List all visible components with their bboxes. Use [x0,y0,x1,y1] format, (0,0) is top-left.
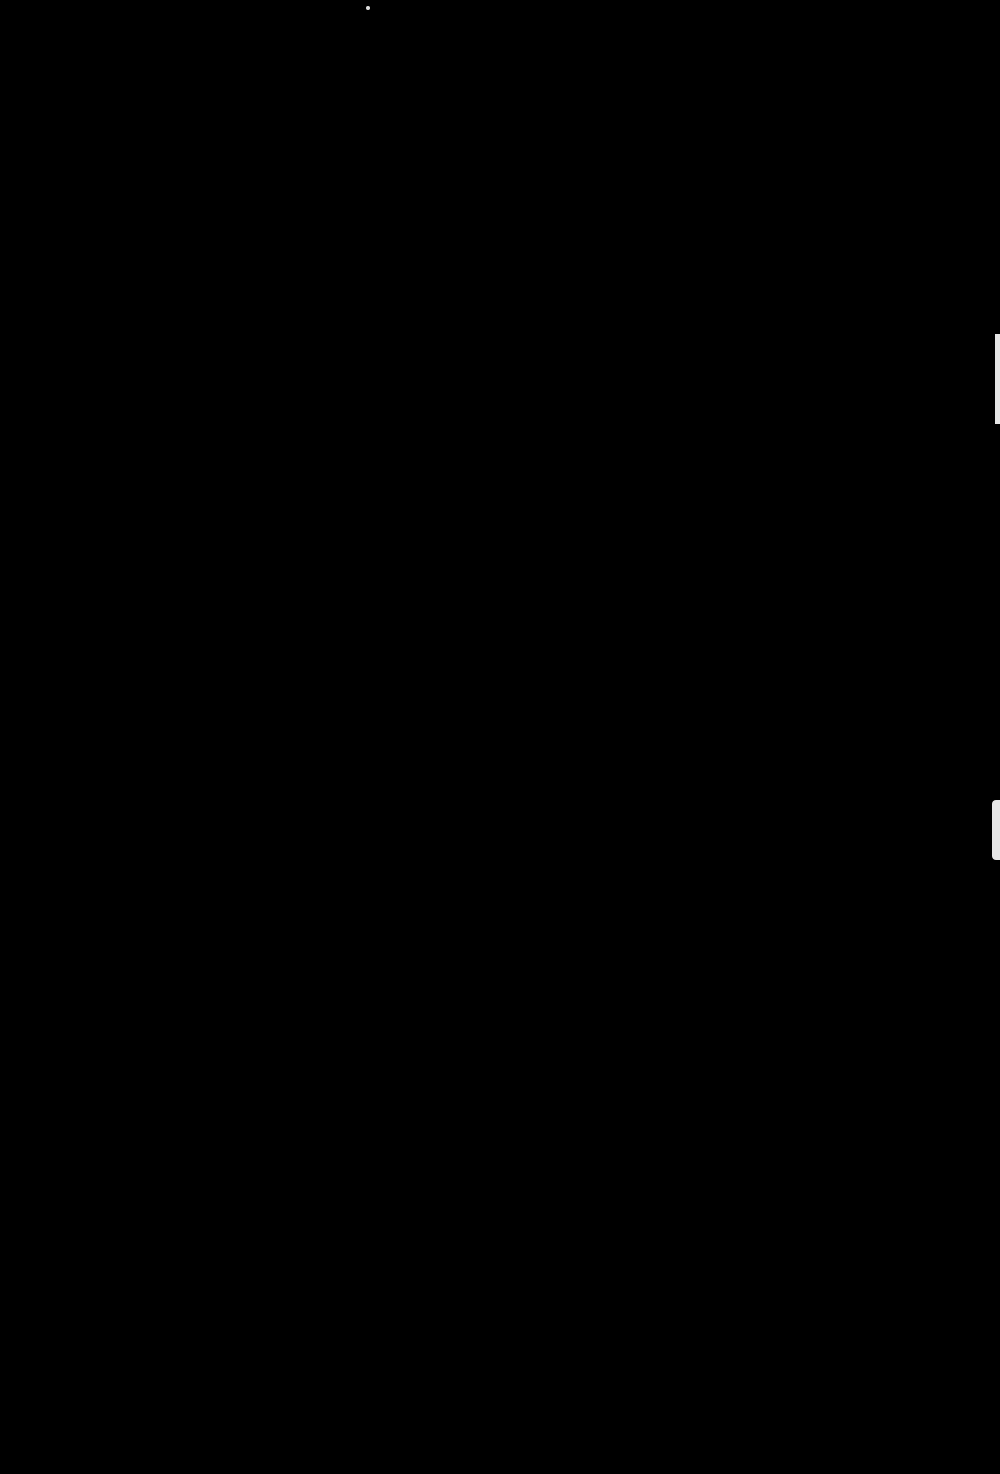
ink-speck [366,6,370,10]
scan-edge-mark [995,334,1000,424]
scan-edge-mark-lower [992,800,1000,860]
